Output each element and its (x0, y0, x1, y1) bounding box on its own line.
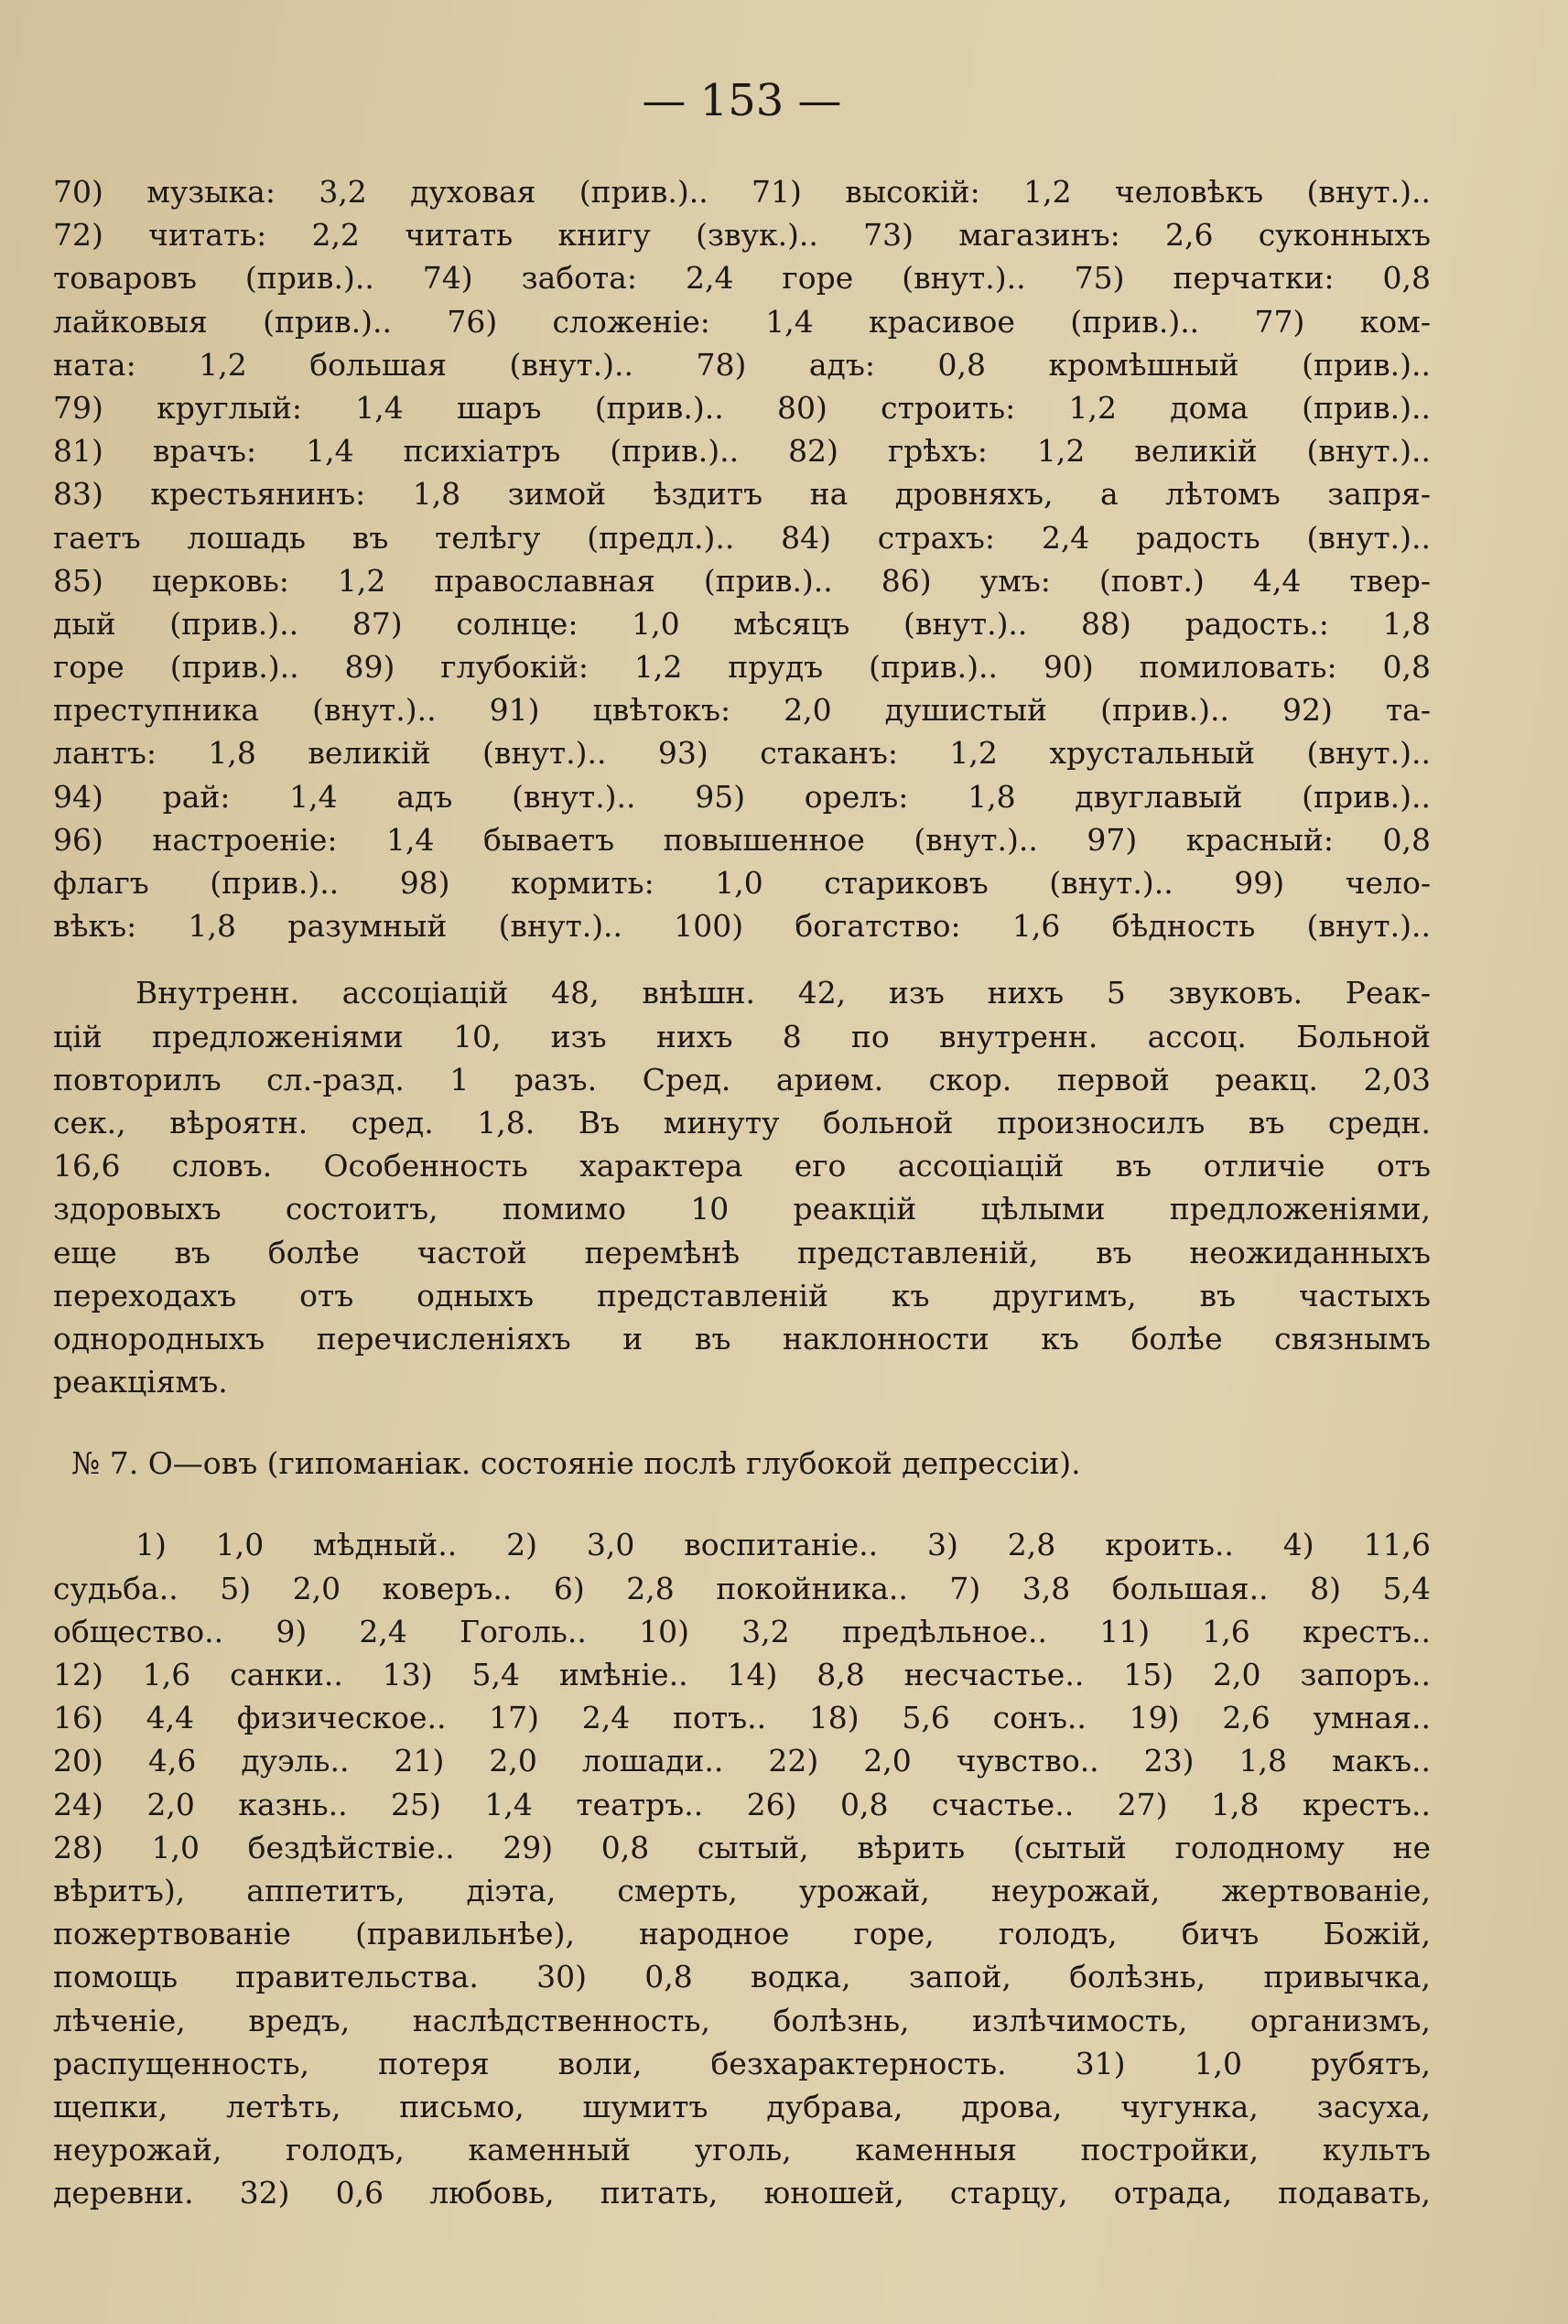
text-line: 79) круглый: 1,4 шаръ (прив.).. 80) строить: 1,2 дома (прив.).. (53, 389, 1431, 426)
text-line: 94) рай: 1,4 адъ (внут.).. 95) орелъ: 1,8 двуглавый (прив.).. (53, 778, 1431, 815)
text-line: еще въ болѣе частой перемѣнѣ представленій, въ неожиданныхъ (53, 1234, 1431, 1270)
case-7-association-list (53, 1523, 1431, 2214)
text-line: 70) музыка: 3,2 духовая (прив.).. 71) высокій: 1,2 человѣкъ (внут.).. (53, 174, 1431, 210)
text-line: товаровъ (прив.).. 74) забота: 2,4 горе (внут.).. 75) перчатки: 0,8 (53, 260, 1431, 297)
text-line: щепки, летѣть, письмо, шумитъ дубрава, дрова, чугунка, засуха, (53, 2088, 1431, 2124)
text-line: цій предложеніями 10, изъ нихъ 8 по внутренн. ассоц. Больной (53, 1018, 1431, 1054)
text-line: помощь правительства. 30) 0,8 водка, запой, болѣзнь, привычка, (53, 1959, 1431, 1995)
text-line: деревни. 32) 0,6 любовь, питать, юношей, старцу, отрада, подавать, (53, 2175, 1431, 2211)
summary-paragraph (53, 971, 1431, 1403)
case-heading-text: № 7. О—овъ (гипоманіак. состояніе послѣ глубокой депрессіи). (71, 1445, 1081, 1482)
text-line: дый (прив.).. 87) солнце: 1,0 мѣсяцъ (внут.).. 88) радость.: 1,8 (53, 605, 1431, 642)
text-line: 12) 1,6 санки.. 13) 5,4 имѣніе.. 14) 8,8 несчастье.. 15) 2,0 запоръ.. (53, 1657, 1431, 1692)
text-line: 28) 1,0 бездѣйствіе.. 29) 0,8 сытый, вѣрить (сытый голодному не (53, 1829, 1431, 1865)
text-line: ната: 1,2 большая (внут.).. 78) адъ: 0,8 кромѣшный (прив.).. (53, 346, 1431, 383)
text-line: флагъ (прив.).. 98) кормить: 1,0 стариковъ (внут.).. 99) чело- (53, 865, 1431, 901)
text-line: лантъ: 1,8 великій (внут.).. 93) стаканъ: 1,2 хрустальный (внут.).. (53, 735, 1431, 772)
text-line: Внутренн. ассоціацій 48, внѣшн. 42, изъ нихъ 5 звуковъ. Реак- (135, 975, 1431, 1011)
text-line: вѣритъ), аппетитъ, діэта, смерть, урожай, неурожай, жертвованіе, (53, 1872, 1431, 1908)
text-line: 20) 4,6 дуэль.. 21) 2,0 лошади.. 22) 2,0 чувство.. 23) 1,8 макъ.. (53, 1743, 1431, 1779)
text-line: преступника (внут.).. 91) цвѣтокъ: 2,0 душистый (прив.).. 92) та- (53, 692, 1431, 729)
text-line: горе (прив.).. 89) глубокій: 1,2 прудъ (прив.).. 90) помиловать: 0,8 (53, 649, 1431, 686)
text-line: 96) настроеніе: 1,4 бываетъ повышенное (внут.).. 97) красный: 0,8 (53, 821, 1431, 858)
text-line: пожертвованіе (правильнѣе), народное горе, голодъ, бичъ Божій, (53, 1916, 1431, 1952)
case-heading (71, 1442, 1431, 1485)
text-line: 1) 1,0 мѣдный.. 2) 3,0 воспитаніе.. 3) 2,8 кроить.. 4) 11,6 (135, 1527, 1431, 1563)
text-line: здоровыхъ состоитъ, помимо 10 реакцій цѣлыми предложеніями, (53, 1191, 1431, 1227)
text-line: 16) 4,4 физическое.. 17) 2,4 потъ.. 18) 5,6 сонъ.. 19) 2,6 умная.. (53, 1700, 1431, 1736)
text-line: гаетъ лошадь въ телѣгу (предл.).. 84) страхъ: 2,4 радость (внут.).. (53, 519, 1431, 556)
text-line: 72) читать: 2,2 читать книгу (звук.).. 73) магазинъ: 2,6 суконныхъ (53, 217, 1431, 254)
association-list-continued (53, 170, 1431, 947)
text-line: переходахъ отъ одныхъ представленій къ другимъ, въ частыхъ (53, 1277, 1431, 1313)
text-line: 24) 2,0 казнь.. 25) 1,4 театръ.. 26) 0,8 счастье.. 27) 1,8 крестъ.. (53, 1786, 1431, 1822)
text-line: 81) врачъ: 1,4 психіатръ (прив.).. 82) грѣхъ: 1,2 великій (внут.).. (53, 433, 1431, 470)
text-line: общество.. 9) 2,4 Гоголь.. 10) 3,2 предѣльное.. 11) 1,6 крестъ.. (53, 1613, 1431, 1649)
text-line: лайковыя (прив.).. 76) сложеніе: 1,4 красивое (прив.).. 77) ком- (53, 303, 1431, 340)
text-line: сек., вѣроятн. сред. 1,8. Въ минуту больной произносилъ въ средн. (53, 1104, 1431, 1140)
text-line: реакціямъ. (53, 1364, 228, 1400)
text-line: 83) крестьянинъ: 1,8 зимой ѣздитъ на дровняхъ, а лѣтомъ запря- (53, 476, 1431, 513)
text-line: судьба.. 5) 2,0 коверъ.. 6) 2,8 покойника.. 7) 3,8 большая.. 8) 5,4 (53, 1570, 1431, 1606)
text-line: повторилъ сл.-разд. 1 разъ. Сред. ариѳм. скор. первой реакц. 2,03 (53, 1061, 1431, 1097)
text-line: неурожай, голодъ, каменный уголь, каменныя постройки, культъ (53, 2132, 1431, 2168)
text-line: однородныхъ перечисленіяхъ и въ наклонности къ болѣе связнымъ (53, 1320, 1431, 1357)
page-number: — 153 — (642, 75, 842, 126)
text-line: 85) церковь: 1,2 православная (прив.).. 86) умъ: (повт.) 4,4 твер- (53, 562, 1431, 599)
text-line: распущенность, потеря воли, безхарактерность. 31) 1,0 рубятъ, (53, 2045, 1431, 2081)
text-line: 16,6 словъ. Особенность характера его ассоціацій въ отличіе отъ (53, 1148, 1431, 1184)
text-line: лѣченіе, вредъ, наслѣдственность, болѣзнь, излѣчимость, организмъ, (53, 2002, 1431, 2038)
text-line: вѣкъ: 1,8 разумный (внут.).. 100) богатство: 1,6 бѣдность (внут.).. (53, 908, 1431, 945)
